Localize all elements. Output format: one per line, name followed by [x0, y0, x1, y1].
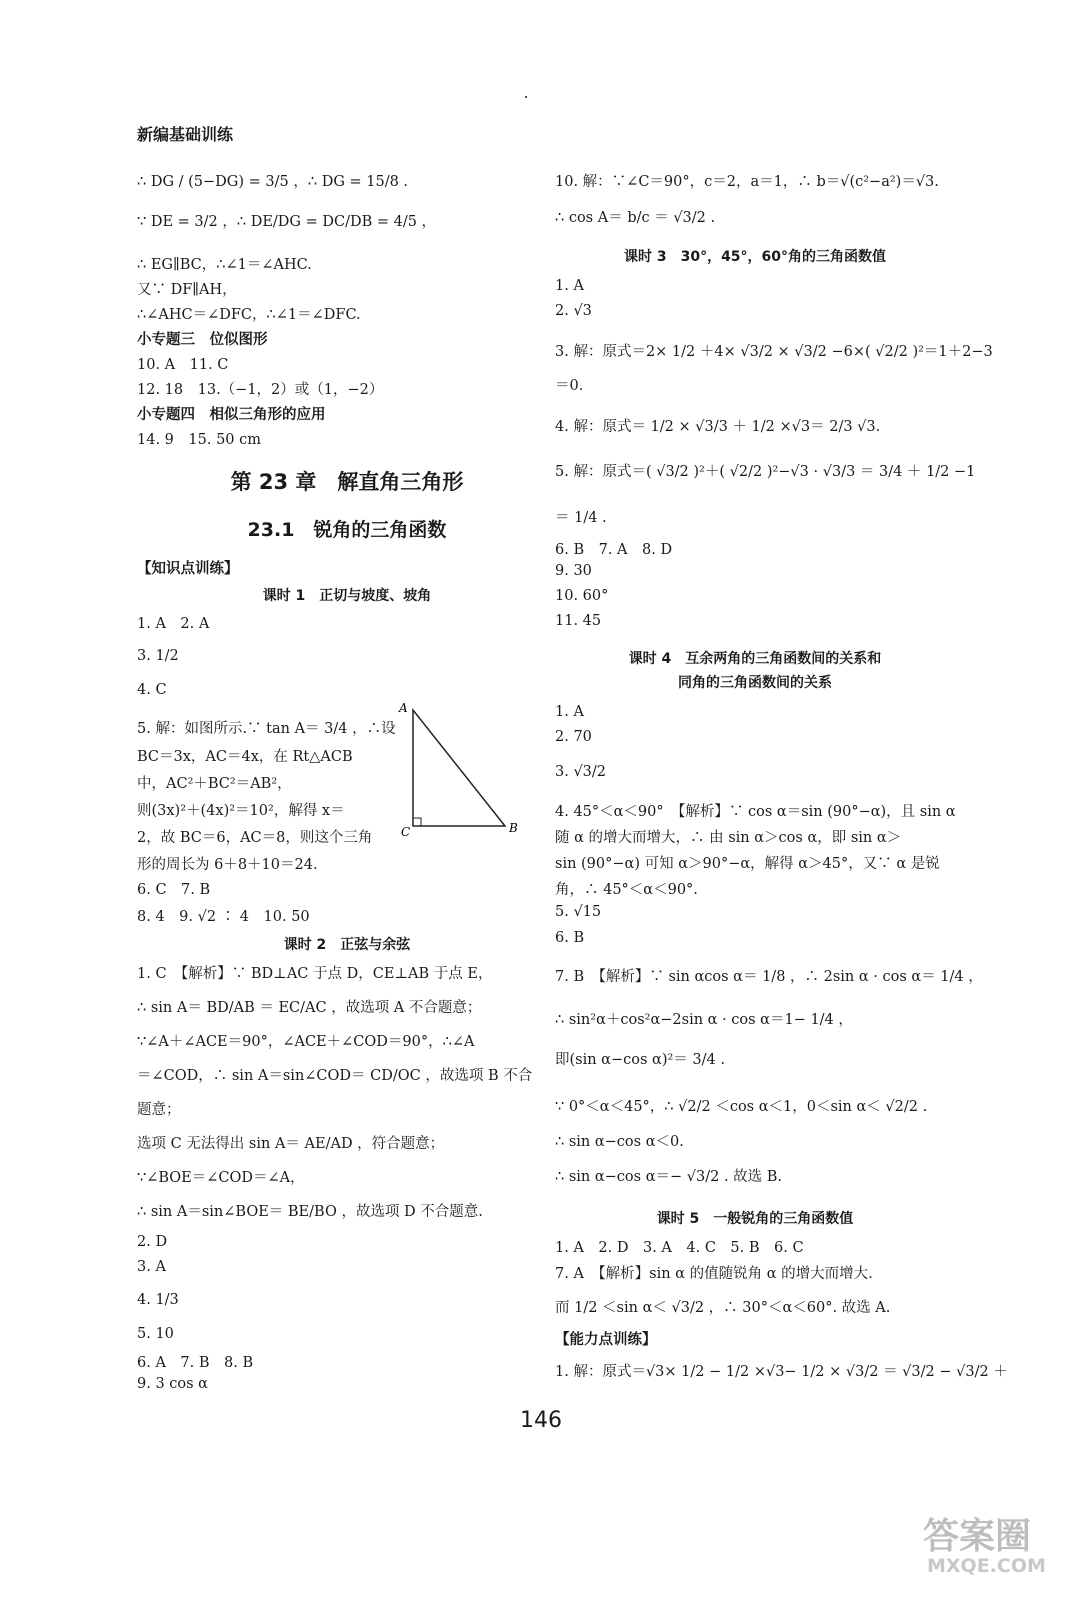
answer-line: 5. 解：原式＝( √3/2 )²＋( √2/2 )²−√3 · √3/3 ＝ 3/4 ＋ 1/2 −1	[555, 464, 976, 480]
answer-line: ∴ sin α−cos α＜0.	[555, 1134, 684, 1150]
answer-line: ∴ sin A＝ BD/AB ＝ EC/AC ，故选项 A 不合题意；	[137, 1000, 482, 1016]
answer-line: 4. 45°＜α＜90° 【解析】∵ cos α＝sin (90°−α)，且 sin α	[555, 804, 956, 820]
answer-line: 11. 45	[555, 613, 602, 629]
answer-line: 1. A	[555, 278, 584, 294]
vertex-label-c: C	[401, 825, 411, 838]
answer-line: 2. D	[137, 1234, 168, 1250]
lesson-title: 课时 3 30°，45°，60°角的三角函数值	[623, 249, 887, 265]
answer-line: 2. √3	[555, 303, 592, 319]
answer-line: 8. 4 9. √2 ∶ 4 10. 50	[137, 909, 310, 925]
answer-line: 6. A 7. B 8. B	[137, 1355, 254, 1371]
answer-line: 10. 解：∵∠C＝90°，c＝2，a＝1，∴ b＝√(c²−a²)＝√3.	[555, 174, 939, 190]
answer-line: 10. 60°	[555, 588, 609, 604]
ability-heading: 【能力点训练】	[555, 1332, 657, 1348]
answer-line: ∴ EG∥BC，∴∠1＝∠AHC.	[137, 257, 312, 273]
answer-line: ∴ DG / (5−DG) = 3/5 ，∴ DG = 15/8 .	[137, 174, 409, 190]
answer-line: 1. A 2. A	[137, 616, 210, 632]
topic-heading: 小专题四 相似三角形的应用	[137, 407, 326, 423]
answer-line: 1. 解：原式＝√3× 1/2 − 1/2 ×√3− 1/2 × √3/2 ＝ √3/2 − √3/2 ＋	[555, 1364, 1008, 1380]
answer-line: 4. C	[137, 682, 167, 698]
answer-line: 3. 解：原式＝2× 1/2 ＋4× √3/2 × √3/2 −6×( √2/2 )²＝1＋2−3	[555, 344, 993, 360]
answer-line: 1. A	[555, 704, 584, 720]
answer-line: 9. 3 cos α	[137, 1376, 208, 1392]
answer-line: 7. B 【解析】∵ sin αcos α＝ 1/8 ，∴ 2sin α · cos α＝ 1/4 ，	[555, 969, 983, 985]
answer-line: 即(sin α−cos α)²＝ 3/4 .	[555, 1052, 725, 1068]
vertex-label-b: B	[509, 821, 518, 835]
answer-line: 3. A	[137, 1259, 166, 1275]
page-number: 146	[520, 1408, 562, 1433]
answer-line: 12. 18 13.（−1，2）或（1，−2）	[137, 382, 384, 398]
lesson-title: 课时 5 一般锐角的三角函数值	[656, 1211, 854, 1227]
answer-line: 形的周长为 6＋8＋10＝24.	[137, 857, 318, 873]
answer-line: 又∵ DF∥AH，	[137, 282, 237, 298]
watermark-text: 答案圈	[923, 1516, 1032, 1557]
answer-line: ＝∠COD，∴ sin A＝sin∠COD＝ CD/OC ，故选项 B 不合	[137, 1068, 533, 1084]
answer-line: ∴∠AHC＝∠DFC，∴∠1＝∠DFC.	[137, 307, 361, 323]
right-angle-mark	[413, 818, 421, 826]
answer-line: 中，AC²＋BC²＝AB²，	[137, 776, 292, 792]
lesson-title-cont: 同角的三角函数间的关系	[678, 675, 832, 691]
vertex-label-a: A	[399, 701, 408, 715]
answer-line: ∵ DE = 3/2 ，∴ DE/DG = DC/DB = 4/5 ，	[137, 214, 437, 230]
answer-line: BC＝3x，AC＝4x，在 Rt△ACB	[137, 749, 353, 765]
lesson-title: 课时 4 互余两角的三角函数间的关系和	[628, 651, 882, 667]
triangle-shape	[413, 710, 505, 826]
answer-line: 2. 70	[555, 729, 592, 745]
answer-line: 6. B 7. A 8. D	[555, 542, 673, 558]
answer-line: ∴ sin A＝sin∠BOE＝ BE/BO ，故选项 D 不合题意.	[137, 1204, 483, 1220]
answer-line: ＝ 1/4 .	[555, 510, 607, 526]
answer-line: 选项 C 无法得出 sin A＝ AE/AD ，符合题意；	[137, 1136, 445, 1152]
answer-line: ∵ 0°＜α＜45°，∴ √2/2 ＜cos α＜1，0＜sin α＜ √2/2 .	[555, 1099, 928, 1115]
right-triangle-figure	[395, 700, 525, 838]
answer-line: ∴ cos A＝ b/c ＝ √3/2 .	[555, 210, 716, 226]
answer-line: 4. 解：原式＝ 1/2 × √3/3 ＋ 1/2 ×√3＝ 2/3 √3.	[555, 419, 881, 435]
watermark-url: MXQE.COM	[927, 1555, 1046, 1577]
answer-line: 3. 1/2	[137, 648, 179, 664]
answer-line: 6. C 7. B	[137, 882, 211, 898]
answer-line: 角，∴ 45°＜α＜90°.	[555, 882, 698, 898]
answer-line: ∵∠A＋∠ACE＝90°，∠ACE＋∠COD＝90°，∴∠A	[137, 1034, 475, 1050]
answer-line: ∵∠BOE＝∠COD＝∠A，	[137, 1170, 305, 1186]
answer-line: 题意；	[137, 1102, 181, 1118]
top-dot	[525, 96, 527, 98]
answer-line: 10. A 11. C	[137, 357, 229, 373]
lesson-title: 课时 2 正弦与余弦	[283, 937, 411, 953]
book-header: 新编基础训练	[137, 125, 234, 144]
answer-line: 5. 10	[137, 1326, 174, 1342]
answer-line: 14. 9 15. 50 cm	[137, 432, 261, 448]
answer-line: 9. 30	[555, 563, 592, 579]
answer-line: 随 α 的增大而增大，∴ 由 sin α＞cos α，即 sin α＞	[555, 830, 902, 846]
lesson-title: 课时 1 正切与坡度、坡角	[262, 588, 432, 604]
answer-line: 而 1/2 ＜sin α＜ √3/2 ，∴ 30°＜α＜60°. 故选 A.	[555, 1300, 891, 1316]
answer-line: 则(3x)²＋(4x)²＝10²，解得 x＝	[137, 803, 345, 819]
knowledge-heading: 【知识点训练】	[137, 561, 239, 577]
answer-line: 4. 1/3	[137, 1292, 179, 1308]
answer-line: 2，故 BC＝6，AC＝8，则这个三角	[137, 830, 373, 846]
answer-line: 6. B	[555, 930, 585, 946]
answer-line: 1. C 【解析】∵ BD⊥AC 于点 D，CE⊥AB 于点 E，	[137, 966, 493, 982]
answer-line: sin (90°−α) 可知 α＞90°−α，解得 α＞45°，又∵ α 是锐	[555, 856, 940, 872]
answer-line: ∴ sin²α＋cos²α−2sin α · cos α＝1− 1/4 ，	[555, 1012, 853, 1028]
answer-line: 3. √3/2	[555, 764, 607, 780]
chapter-title: 第 23 章 解直角三角形	[230, 470, 464, 494]
answer-line: ∴ sin α−cos α＝− √3/2 . 故选 B.	[555, 1169, 783, 1185]
answer-line: 1. A 2. D 3. A 4. C 5. B 6. C	[555, 1240, 804, 1256]
answer-line: ＝0.	[555, 378, 584, 394]
answer-line: 7. A 【解析】sin α 的值随锐角 α 的增大而增大.	[555, 1266, 873, 1282]
topic-heading: 小专题三 位似图形	[137, 332, 268, 348]
answer-line: 5. √15	[555, 904, 602, 920]
section-title: 23.1 锐角的三角函数	[247, 519, 447, 541]
watermark-logo	[913, 1508, 1073, 1578]
answer-line: 5. 解：如图所示.∵ tan A＝ 3/4 ，∴设	[137, 721, 396, 737]
